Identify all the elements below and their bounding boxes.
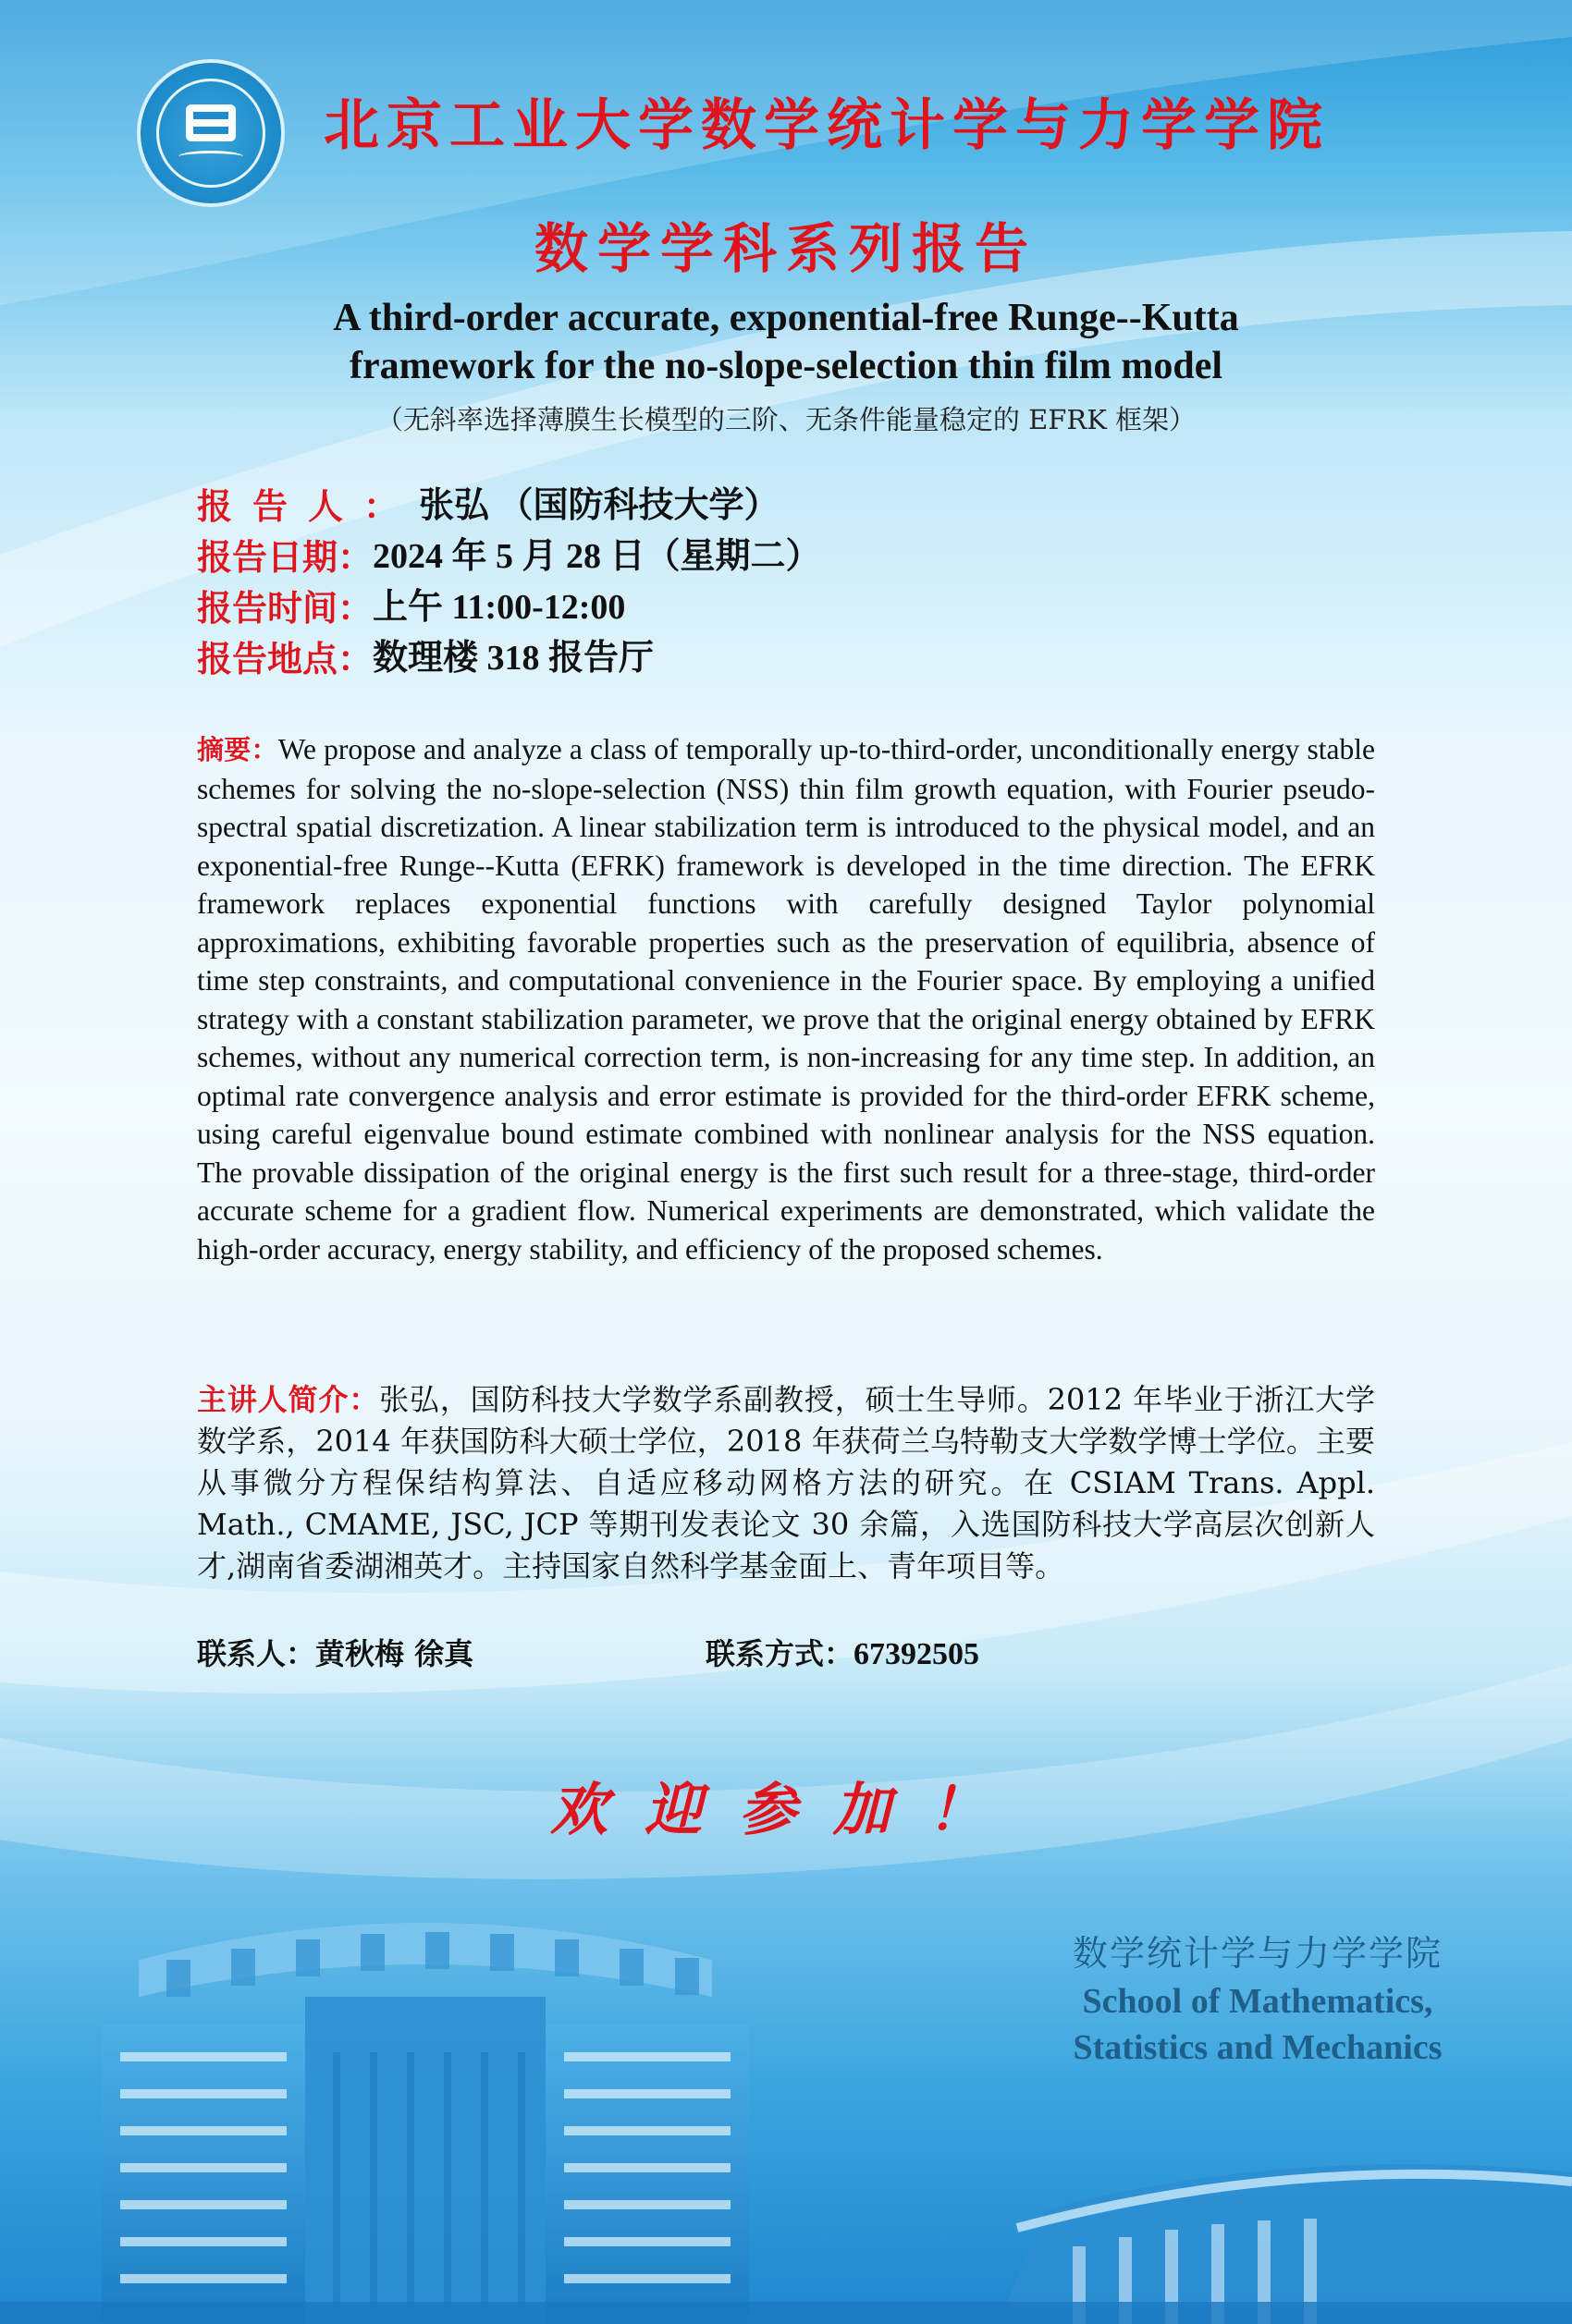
welcome-text: 欢迎参加！: [549, 1776, 1022, 1843]
abstract: [197, 730, 1375, 1268]
talk-title: [0, 294, 1572, 390]
info-row-date: [197, 532, 821, 582]
info-label: 报告日期：: [197, 536, 374, 578]
bio-text: 张弘，国防科技大学数学系副教授，硕士生导师。2012 年毕业于浙江大学数学系，2014 年获国防科大硕士学位，2018 年获荷兰乌特勒支大学数学博士学位。主要从事微分方程保结构算法、自适应移动网格方法的研究。在 CSIAM Trans. Appl. Math., CMAME, JSC, JCP 等期刊发表论文 30 余篇，入选国防科技大学高层次创新人才,湖南省委湖湘英才。主持国家自然科学基金面上、青年项目等。: [197, 1382, 1375, 1584]
series-title: 数学学科系列报告: [534, 217, 1038, 280]
seal-script: [178, 151, 243, 163]
talk-info: [197, 481, 821, 684]
footer-school-en: [1017, 1978, 1498, 2071]
university-seal-icon: [137, 59, 285, 207]
info-value: 上午 11:00-12:00: [373, 588, 626, 627]
info-row-speaker: [197, 481, 821, 532]
school-title: 北京工业大学数学统计学与力学学院: [324, 93, 1330, 158]
seal-inner-ring: [156, 79, 265, 188]
contact-method-label: 联系方式：: [706, 1636, 854, 1671]
contact-persons: 联系人：黄秋梅 徐真: [197, 1636, 474, 1671]
footer-school-en-line-2: Statistics and Mechanics: [1073, 2028, 1443, 2067]
seal-glyph: [186, 104, 236, 141]
info-value: 张弘 （国防科技大学）: [419, 486, 780, 525]
contacts: [197, 1631, 1399, 1673]
talk-title-line-2: framework for the no-slope-selection thin film model: [349, 345, 1223, 387]
bio-label: 主讲人简介：: [197, 1382, 380, 1417]
abstract-label: 摘要：: [197, 734, 278, 765]
contact-phone: 67392505: [854, 1637, 980, 1671]
info-label: 报告时间：: [197, 587, 374, 629]
info-row-location: [197, 633, 821, 684]
footer-school-cn: 数学统计学与力学学院: [1072, 1933, 1443, 1974]
abstract-text: We propose and analyze a class of temporally up-to-third-order, unconditionally energy stable schemes for solving the no-slope-selection (NSS) thin film growth equation, with Fourier pseudo-spectral spatial discretization. A linear stabilization term is introduced to the physical model, and an exponential-free Runge--Kutta (EFRK) framework is developed in the time direction. The EFRK framework replaces exponential functions with carefully designed Taylor polynomial approximations, exhibiting favorable properties such as the preservation of equilibria, absence of time step constraints, and computational convenience in the Fourier space. By employing a unified strategy with a constant stabilization parameter, we prove that the original energy obtained by EFRK schemes, without any numerical correction term, is non-increasing for any time step. In addition, an optimal rate convergence analysis and error estimate is provided for the third-order EFRK scheme, using careful eigenvalue bound estimate combined with nonlinear analysis for the NSS equation. The provable dissipation of the original energy is the first such result for a three-stage, third-order accurate scheme for a gradient flow. Numerical experiments are demonstrated, which validate the high-order accuracy, energy stability, and efficiency of the proposed schemes.: [197, 733, 1375, 1266]
talk-title-line-1: A third-order accurate, exponential-free Runge--Kutta: [333, 297, 1239, 339]
contact-method: [706, 1631, 979, 1673]
talk-subtitle: （无斜率选择薄膜生长模型的三阶、无条件能量稳定的 EFRK 框架）: [375, 404, 1197, 435]
speaker-bio: [197, 1379, 1375, 1587]
info-label: 报告地点：: [197, 638, 374, 679]
footer-school-en-line-1: School of Mathematics,: [1082, 1982, 1433, 2021]
info-value: 数理楼 318 报告厅: [373, 639, 655, 678]
info-row-time: [197, 582, 821, 633]
info-label: 报告人：: [197, 485, 420, 527]
info-value: 2024 年 5 月 28 日（星期二）: [373, 537, 821, 576]
